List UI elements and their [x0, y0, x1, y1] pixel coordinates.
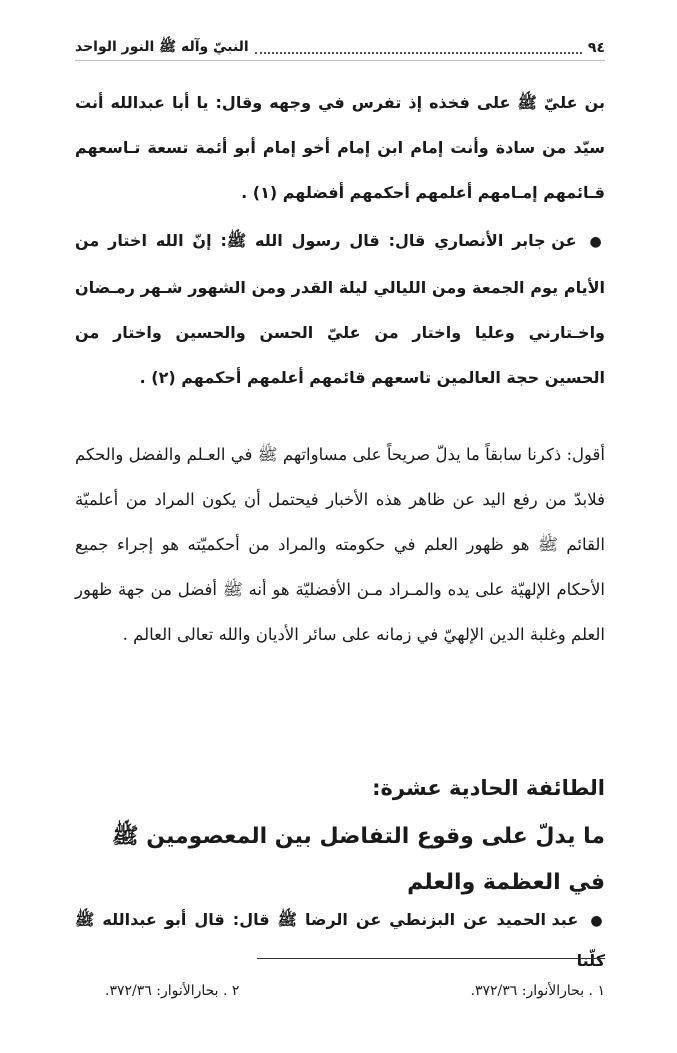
- paragraph-4: [75, 900, 605, 981]
- page-number: ٩٤: [587, 40, 605, 56]
- footnote-2: ٢ . بحارالأنوار: ٣٧٢/٣٦.: [105, 983, 240, 999]
- running-title: النبيّ وآله ﷺ النور الواحد: [75, 39, 249, 55]
- paragraph-3-text: أقول: ذكرنا سابقاً ما يدلّ صريحاً على مساواتهم ﷺ في العـلم والفضل والحكم فلابدّ من رفع اليد عن ظاهر هذه الأخبار فيحتمل أن يكون المراد من أعلميّة القائم ﷺ هو ظهور العلم في حكومته والمراد من أحكميّته هو إجراء جميع الأحكام الإلهيّة على يده والمـراد مـن الأفضليّة هو أنه ﷺ أفضل من جهة ظهور العلم وغلبة الدين الإلهيّ في زمانه على سائر الأديان والله تعالى العالم .: [75, 445, 605, 644]
- book-page: [75, 28, 605, 1028]
- paragraph-2-text: عن جابر الأنصاري قال: قال رسول الله ﷺ: إنّ الله اختار من الأيام يوم الجمعة ومن الليالي ليلة القدر ومن الشهور شـهر رمـضان واخـتارني وعليا واختار من عليّ الحسن والحسين واختار من الحسين حجة العالمين تاسعهم قائمهم أعلمهم أحكمهم (٢) .: [75, 231, 605, 387]
- paragraph-3: [75, 432, 605, 657]
- bullet-icon: ●: [590, 913, 605, 929]
- paragraph-4-text: عبد الحميد عن البزنطي عن الرضا ﷺ قال: قال أبو عبدالله ﷺ كلّنا: [75, 910, 605, 970]
- paragraph-2: [75, 218, 605, 400]
- footnote-divider: [257, 958, 605, 959]
- paragraph-1: [75, 80, 605, 215]
- bullet-icon: ●: [589, 234, 605, 250]
- header-leader-dots: [255, 42, 582, 54]
- footnote-1: ١ . بحارالأنوار: ٣٧٢/٣٦.: [470, 983, 605, 999]
- section-title: الطائفة الحادية عشرة:: [372, 776, 605, 800]
- running-header: [75, 36, 605, 61]
- paragraph-1-text: بن عليّ ﷺ على فخذه إذ تفرس في وجهه وقال: يا أبا عبدالله أنت سيّد من سادة وأنت إمام ابن إمام أخو إمام أبو أئمة تسعة تـاسعهم قـائمهم إمـامهم أعلمهم أحكمهم أفضلهم (١) .: [75, 93, 605, 202]
- section-subtitle: ما يدلّ على وقوع التفاضل بين المعصومين ﷺ في العظمة والعلم: [112, 824, 605, 895]
- footnotes: [75, 980, 605, 1002]
